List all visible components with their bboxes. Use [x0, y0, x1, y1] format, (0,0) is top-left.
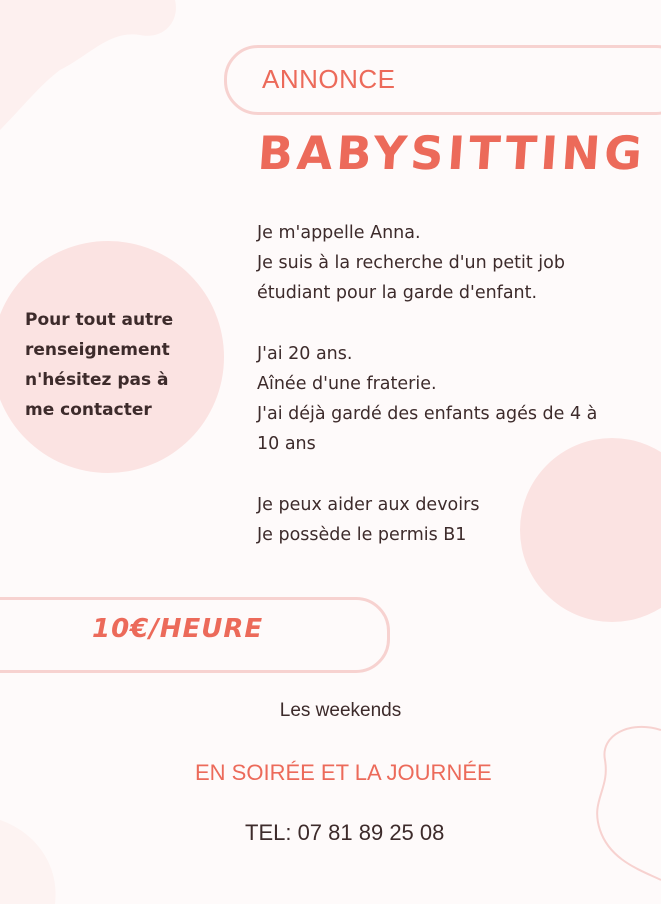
about-line-2: Aînée d'une fraterie.: [257, 374, 437, 394]
contact-invite-line-2: renseignement: [25, 340, 170, 360]
contact-invite-line-1: Pour tout autre: [25, 310, 174, 330]
about-line-1: J'ai 20 ans.: [257, 344, 353, 364]
skills-line-2: Je possède le permis B1: [257, 525, 467, 545]
top-left-shape: [0, 0, 176, 130]
intro-line-3: étudiant pour la garde d'enfant.: [257, 283, 538, 303]
skills-line-1: Je peux aider aux devoirs: [257, 495, 480, 515]
availability-days: Les weekends: [279, 700, 402, 721]
contact-invite-line-3: n'hésitez pas à: [25, 370, 169, 390]
about-line-3: J'ai déjà gardé des enfants agés de 4 à: [257, 404, 598, 424]
phone-number: TEL: 07 81 89 25 08: [245, 820, 445, 845]
bottom-right-wave: [597, 727, 661, 880]
contact-invite-line-4: me contacter: [25, 400, 152, 420]
announcement-label: ANNONCE: [262, 64, 396, 94]
bottom-left-shape: [0, 820, 56, 904]
availability-times: EN SOIRÉE ET LA JOURNÉE: [195, 760, 492, 785]
intro-line-2: Je suis à la recherche d'un petit job: [257, 253, 565, 273]
contact-invite: [25, 305, 210, 425]
page-title: BABYSITTING: [256, 126, 648, 180]
intro-block: [257, 218, 657, 308]
about-line-4: 10 ans: [257, 434, 316, 454]
price-label: 10€/HEURE: [92, 614, 264, 644]
about-block: [257, 339, 657, 459]
intro-line-1: Je m'appelle Anna.: [257, 223, 421, 243]
skills-block: [257, 490, 657, 550]
